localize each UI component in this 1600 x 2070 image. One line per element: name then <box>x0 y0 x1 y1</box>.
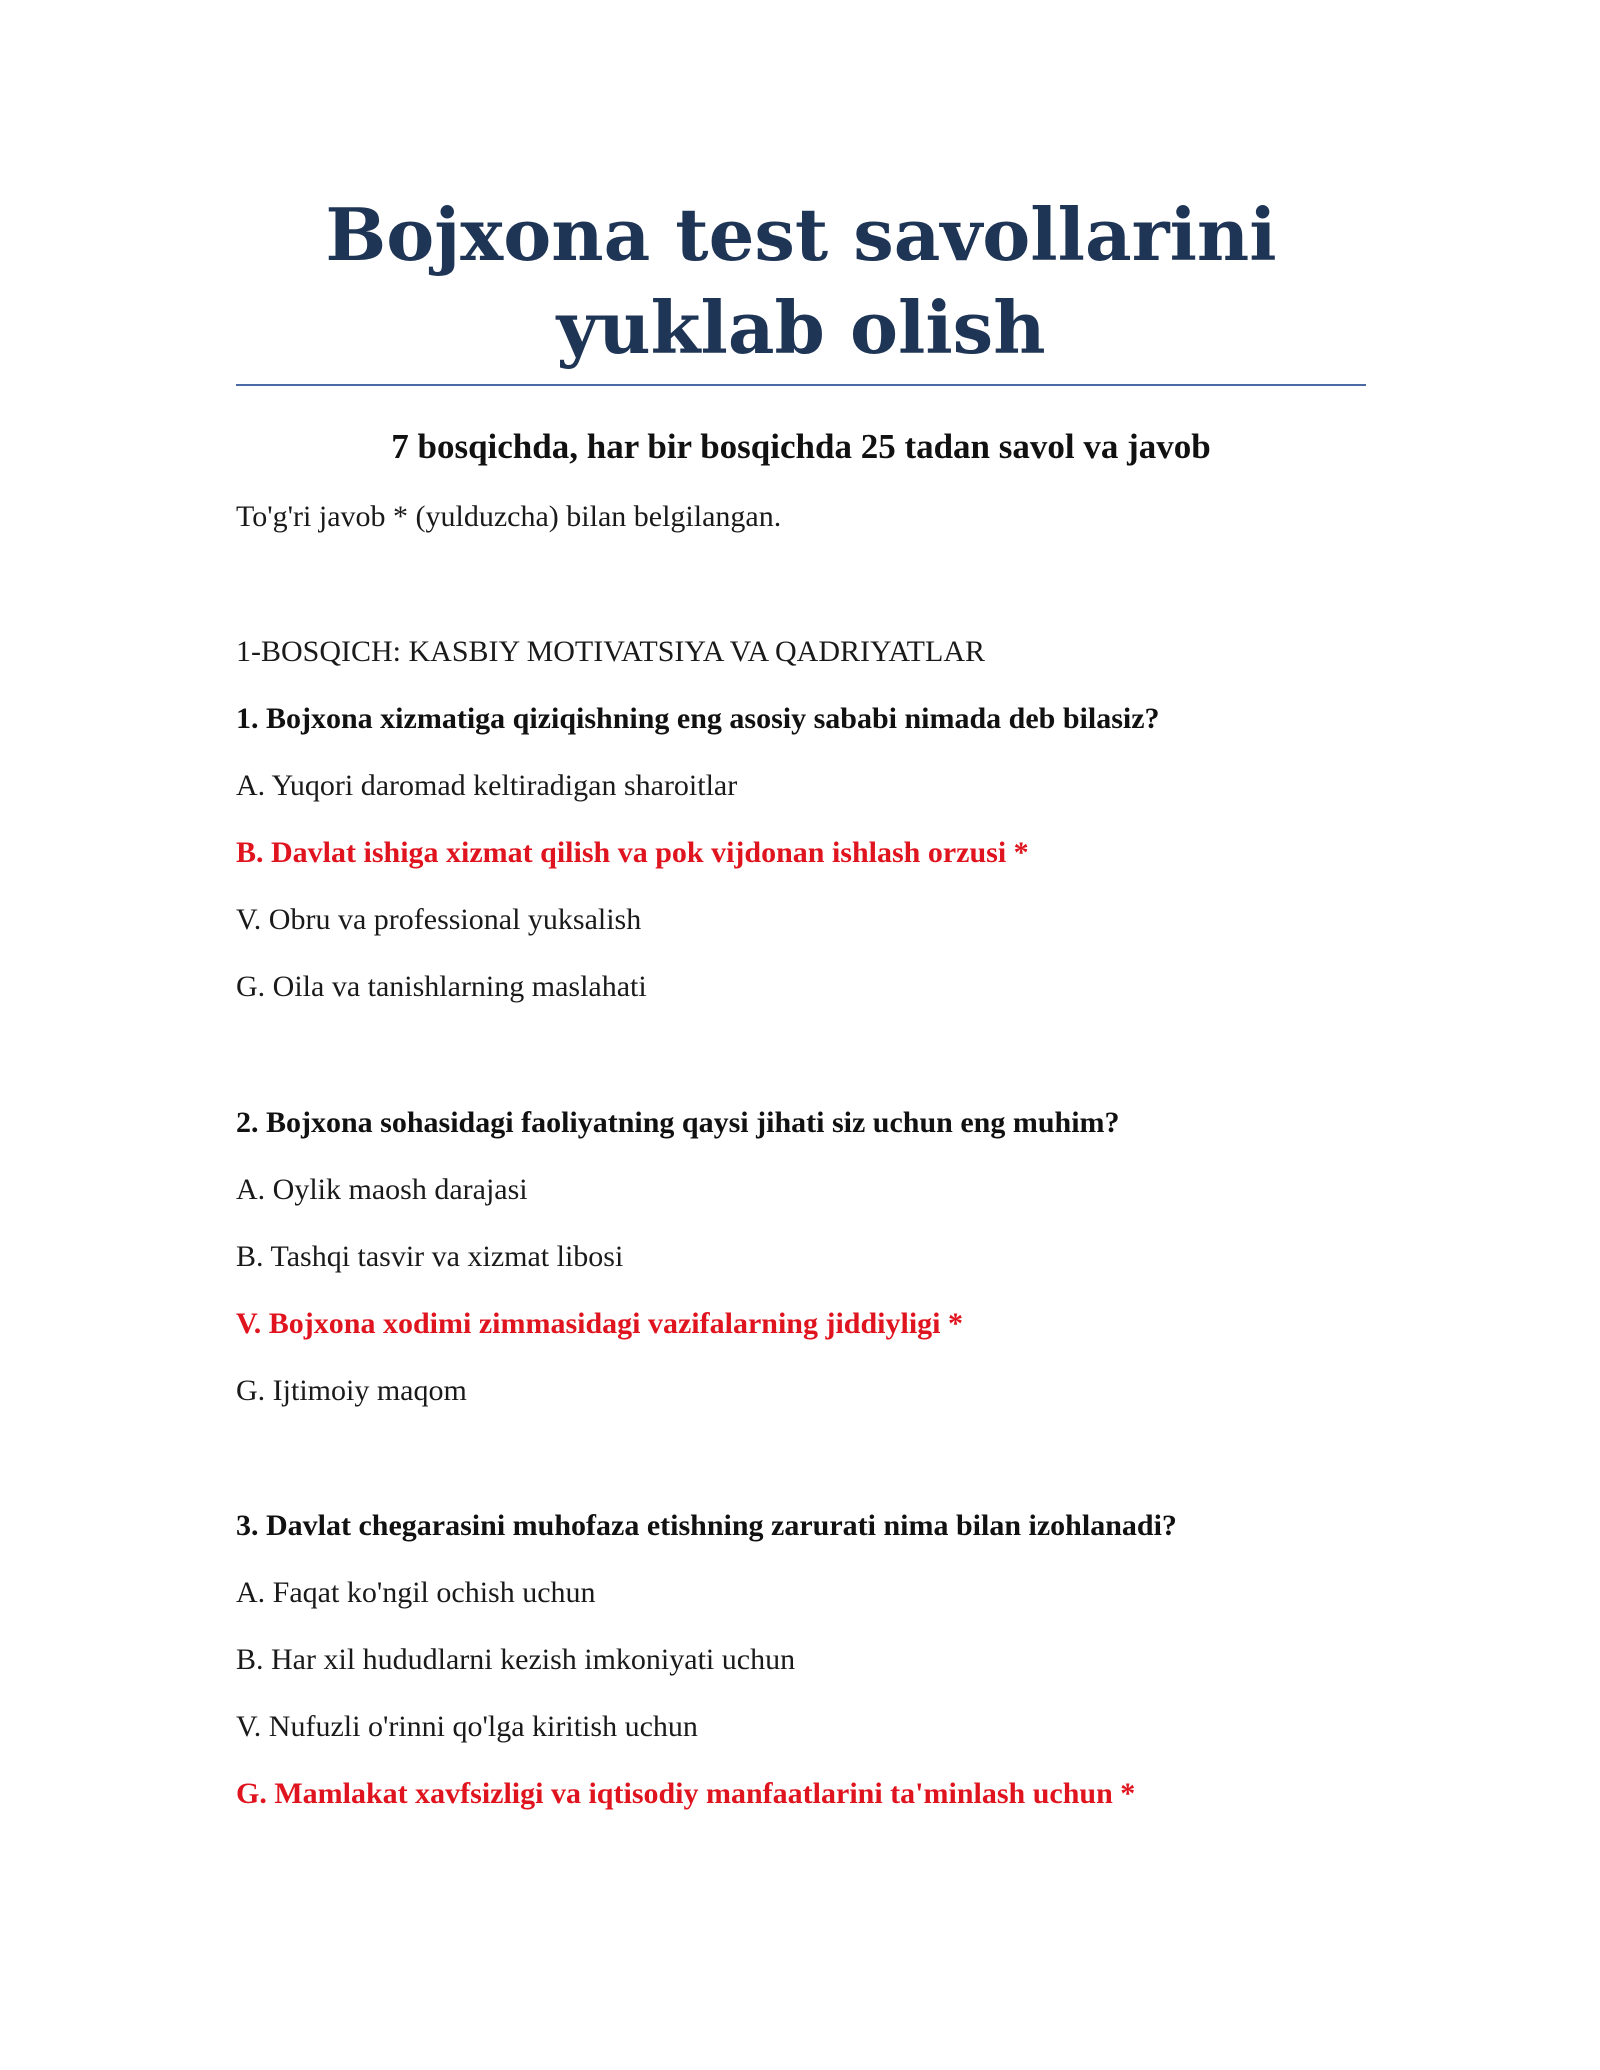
question-1: 1. Bojxona xizmatiga qiziqishning eng asosiy sababi nimada deb bilasiz? <box>236 702 1160 735</box>
question-1-option-g: G. Oila va tanishlarning maslahati <box>236 970 647 1003</box>
question-3: 3. Davlat chegarasini muhofaza etishning zarurati nima bilan izohlanadi? <box>236 1509 1177 1542</box>
question-1-option-b-correct: B. Davlat ishiga xizmat qilish va pok vijdonan ishlash orzusi * <box>236 836 1029 869</box>
title-divider <box>236 384 1366 386</box>
page-subtitle: 7 bosqichda, har bir bosqichda 25 tadan savol va javob <box>391 427 1211 466</box>
question-2-option-a: A. Oylik maosh darajasi <box>236 1173 528 1206</box>
question-2-option-b: B. Tashqi tasvir va xizmat libosi <box>236 1240 624 1273</box>
question-3-option-b: B. Har xil hududlarni kezish imkoniyati uchun <box>236 1643 796 1676</box>
question-3-option-v: V. Nufuzli o'rinni qo'lga kiritish uchun <box>236 1710 698 1743</box>
question-1-option-v: V. Obru va professional yuksalish <box>236 903 642 936</box>
stage-heading: 1-BOSQICH: KASBIY MOTIVATSIYA VA QADRIYATLAR <box>236 635 985 668</box>
question-2-option-g: G. Ijtimoiy maqom <box>236 1374 467 1407</box>
question-1-option-a: A. Yuqori daromad keltiradigan sharoitlar <box>236 769 738 802</box>
question-3-option-g-correct: G. Mamlakat xavfsizligi va iqtisodiy manfaatlarini ta'minlash uchun * <box>236 1777 1136 1810</box>
answer-key-note: To'g'ri javob * (yulduzcha) bilan belgilangan. <box>236 500 782 533</box>
question-2: 2. Bojxona sohasidagi faoliyatning qaysi jihati siz uchun eng muhim? <box>236 1106 1120 1139</box>
question-2-option-v-correct: V. Bojxona xodimi zimmasidagi vazifalarning jiddiyligi * <box>236 1307 964 1340</box>
question-3-option-a: A. Faqat ko'ngil ochish uchun <box>236 1576 596 1609</box>
page-title: Bojxona test savollarini yuklab olish <box>325 192 1277 370</box>
